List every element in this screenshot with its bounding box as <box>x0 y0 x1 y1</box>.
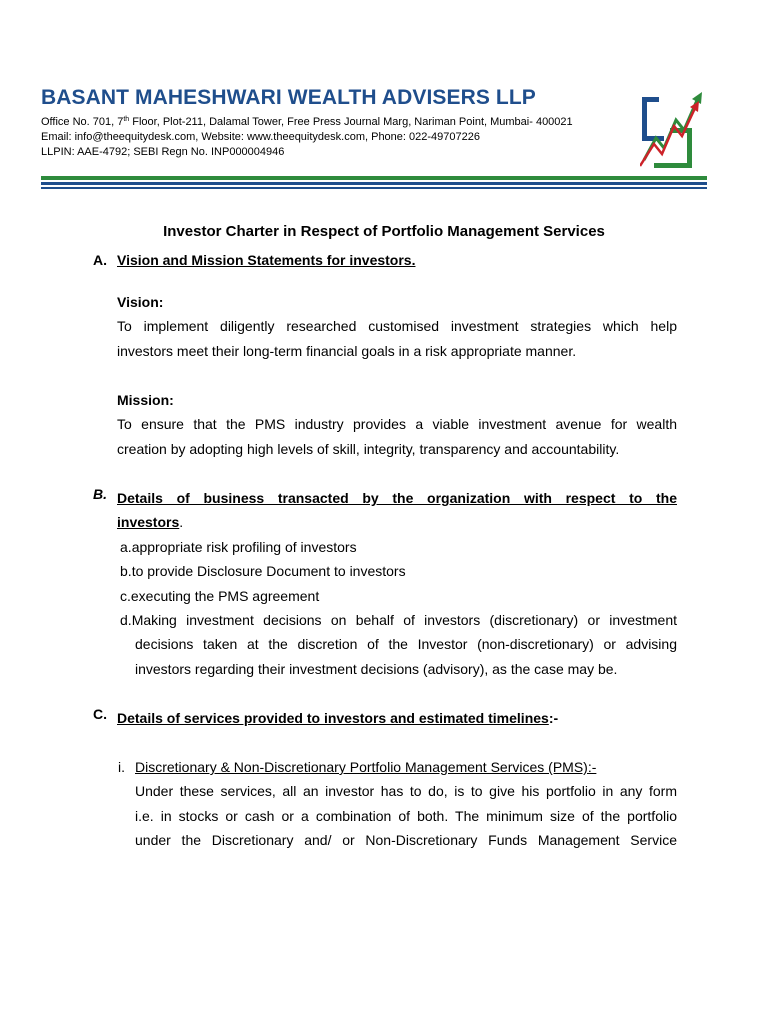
business-item-d-marker: d. <box>120 612 132 628</box>
firm-name: BASANT MAHESHWARI WEALTH ADVISERS LLP <box>41 86 536 109</box>
subsection-i-text-line-2: i.e. in stocks or cash or a combination of both. The minimum size of the portfolio <box>135 808 677 824</box>
contact-line: Email: info@theequitydesk.com, Website: www.theequitydesk.com, Phone: 022-49707226 <box>41 131 480 143</box>
section-b-heading-line-2 <box>117 510 183 535</box>
section-c-heading-suffix: :- <box>548 710 559 726</box>
logo-blue-frame-side <box>642 97 647 141</box>
section-b-heading-period: . <box>179 514 184 530</box>
subsection-i-marker: i. <box>118 759 125 775</box>
business-item-a-marker: a. <box>120 539 132 555</box>
vision-label: Vision: <box>117 294 164 310</box>
business-item-c-marker: c. <box>120 588 131 604</box>
business-item-a <box>120 535 357 560</box>
business-item-c <box>120 584 319 609</box>
document-title: Investor Charter in Respect of Portfolio Management Services <box>163 223 605 240</box>
logo-green-frame-bottom <box>654 163 692 168</box>
subsection-i-text-line-3: under the Discretionary and/ or Non-Discretionary Funds Management Service <box>135 832 677 848</box>
office-address <box>41 114 573 130</box>
section-c-heading-text: Details of services provided to investors and estimated timelines <box>117 710 549 726</box>
logo-blue-frame-bottom <box>642 136 664 141</box>
mission-text-line-2: creation by adopting high levels of skill, integrity, transparency and accountability. <box>117 441 620 457</box>
business-item-b <box>120 559 406 584</box>
business-item-b-marker: b. <box>120 563 132 579</box>
section-b-heading-word: investors <box>117 514 180 530</box>
business-item-a-text: appropriate risk profiling of investors <box>131 539 357 555</box>
company-logo <box>640 88 710 172</box>
mission-text-line-1: To ensure that the PMS industry provides a viable investment avenue for wealth <box>117 416 677 432</box>
header-divider-blue <box>41 182 707 185</box>
business-item-d-line-1 <box>120 608 677 633</box>
office-address-prefix: Office No. 701, 7 <box>41 116 124 128</box>
section-c-marker: C. <box>93 706 107 722</box>
business-item-c-text: executing the PMS agreement <box>130 588 320 604</box>
registration-line: LLPIN: AAE-4792; SEBI Regn No. INP000004946 <box>41 146 285 158</box>
logo-green-frame <box>687 128 692 168</box>
section-a-heading: Vision and Mission Statements for investors. <box>117 252 416 268</box>
section-b-heading-line-1: Details of business transacted by the organization with respect to the <box>117 490 677 506</box>
header-divider-green <box>41 176 707 180</box>
header-divider-blue-thin <box>41 187 707 189</box>
vision-text-line-2: investors meet their long-term financial goals in a risk appropriate manner. <box>117 343 577 359</box>
office-address-suffix: Floor, Plot-211, Dalamal Tower, Free Press Journal Marg, Nariman Point, Mumbai- 400021 <box>129 116 573 128</box>
section-a-marker: A. <box>93 252 107 268</box>
business-item-d-text-line-1: Making investment decisions on behalf of investors (discretionary) or investment <box>131 612 677 628</box>
section-b-marker: B. <box>93 486 107 502</box>
subsection-i-text-line-1: Under these services, all an investor has to do, is to give his portfolio in any form <box>135 783 677 799</box>
section-c-heading <box>117 706 558 731</box>
vision-text-line-1: To implement diligently researched customised investment strategies which help <box>117 318 677 334</box>
mission-label: Mission: <box>117 392 174 408</box>
subsection-i-heading: Discretionary & Non-Discretionary Portfolio Management Services (PMS):- <box>135 759 597 775</box>
business-item-d-line-3: investors regarding their investment decisions (advisory), as the case may be. <box>135 661 618 677</box>
business-item-b-text: to provide Disclosure Document to investors <box>131 563 406 579</box>
floor-superscript: th <box>123 116 130 123</box>
business-item-d-line-2: decisions taken at the discretion of the Investor (non-discretionary) or advising <box>135 636 677 652</box>
